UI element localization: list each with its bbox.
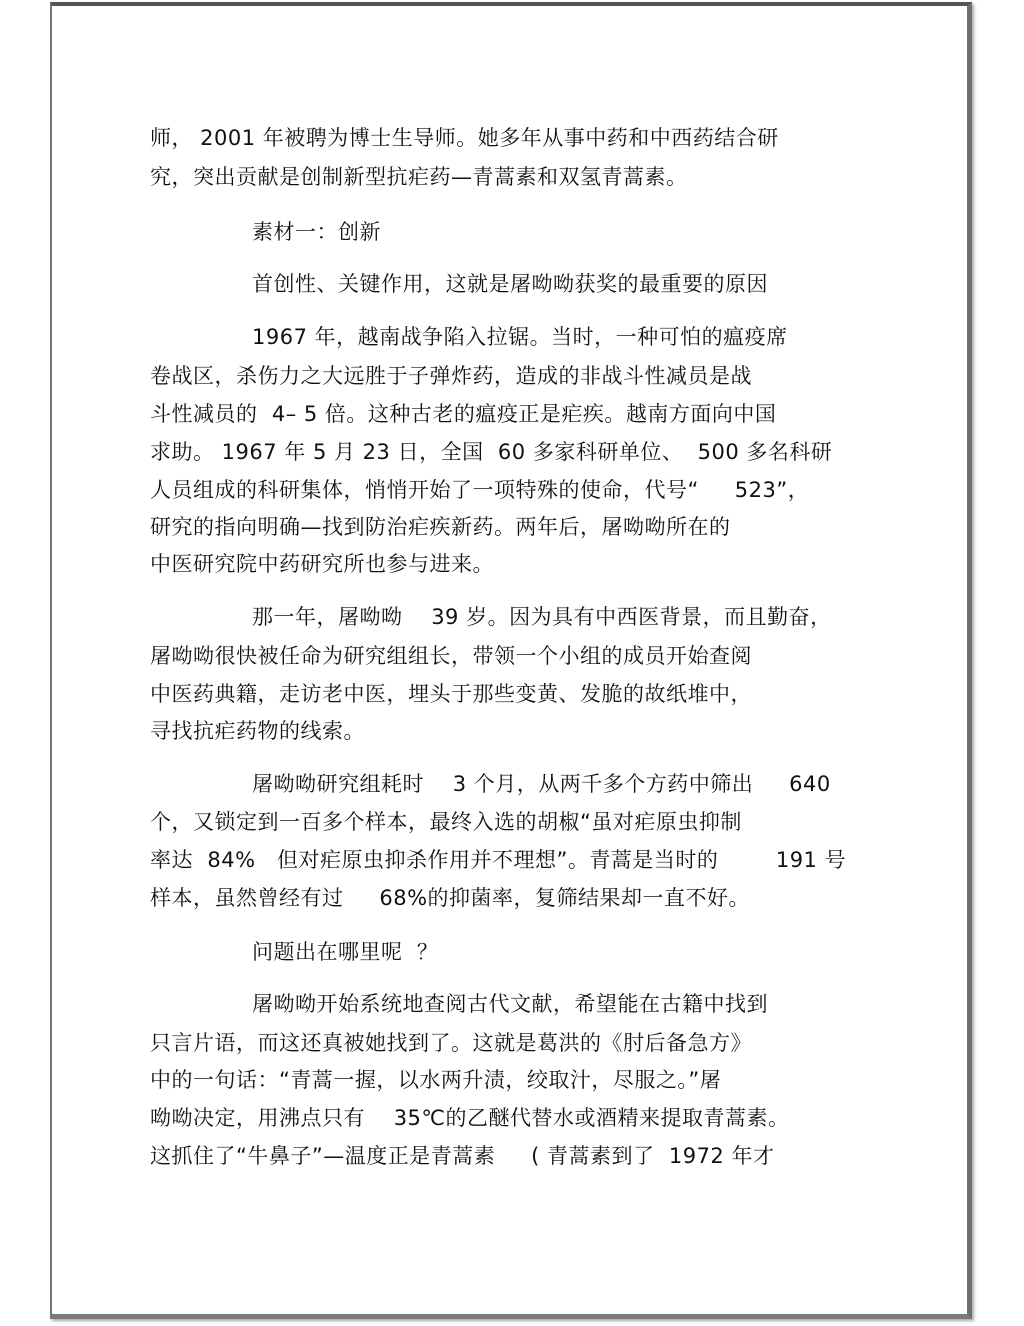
text-line: 率达 84% 但对疟原虫抑杀作用并不理想”。青蒿是当时的 191 号 — [150, 848, 847, 872]
text-line: 中医研究院中药研究所也参与进来。 — [150, 552, 494, 576]
text-line: 求助。 1967 年 5 月 23 日，全国 60 多家科研单位、 500 多名科研 — [150, 440, 833, 464]
text-line: 卷战区，杀伤力之大远胜于子弹炸药，造成的非战斗性减员是战 — [150, 364, 752, 388]
text-line: 1967 年，越南战争陷入拉锯。当时，一种可怕的瘟疫席 — [252, 325, 788, 349]
text-line: 中医药典籍，走访老中医，埋头于那些变黄、发脆的故纸堆中， — [150, 682, 752, 706]
text-line: 中的一句话：“青蒿一握，以水两升渍，绞取汁，尽服之。”屠 — [150, 1068, 722, 1092]
text-line: 那一年，屠呦呦 39 岁。因为具有中西医背景，而且勤奋， — [252, 605, 832, 629]
text-line: 屠呦呦很快被任命为研究组组长，带领一个小组的成员开始查阅 — [150, 644, 752, 668]
text-line: 问题出在哪里呢 ？ — [252, 940, 439, 964]
text-line: 这抓住了“牛鼻子”—温度正是青蒿素 ( 青蒿素到了 1972 年才 — [150, 1144, 775, 1168]
text-line: 人员组成的科研集体，悄悄开始了一项特殊的使命，代号“ 523”， — [150, 478, 810, 502]
text-line: 个，又锁定到一百多个样本，最终入选的胡椒“虽对疟原虫抑制 — [150, 810, 742, 834]
text-line: 样本，虽然曾经有过 68%的抑菌率，复筛结果却一直不好。 — [150, 886, 751, 910]
text-line: 屠呦呦研究组耗时 3 个月，从两千多个方药中筛出 640 — [252, 772, 831, 796]
section-heading: 素材一：创新 — [252, 220, 381, 244]
text-line: 寻找抗疟药物的线索。 — [150, 719, 365, 743]
text-line: 只言片语，而这还真被她找到了。这就是葛洪的《肘后备急方》 — [150, 1031, 752, 1055]
text-line: 师， 2001 年被聘为博士生导师。她多年从事中药和中西药结合研 — [150, 126, 779, 150]
text-line: 究，突出贡献是创制新型抗疟药—青蒿素和双氢青蒿素。 — [150, 165, 688, 189]
text-line: 研究的指向明确—找到防治疟疾新药。两年后，屠呦呦所在的 — [150, 515, 731, 539]
text-line: 斗性减员的 4– 5 倍。这种古老的瘟疫正是疟疾。越南方面向中国 — [150, 402, 777, 426]
text-line: 屠呦呦开始系统地查阅古代文献，希望能在古籍中找到 — [252, 992, 768, 1016]
text-line: 首创性、关键作用，这就是屠呦呦获奖的最重要的原因 — [252, 272, 768, 296]
text-line: 呦呦决定，用沸点只有 35℃的乙醚代替水或酒精来提取青蒿素。 — [150, 1106, 790, 1130]
